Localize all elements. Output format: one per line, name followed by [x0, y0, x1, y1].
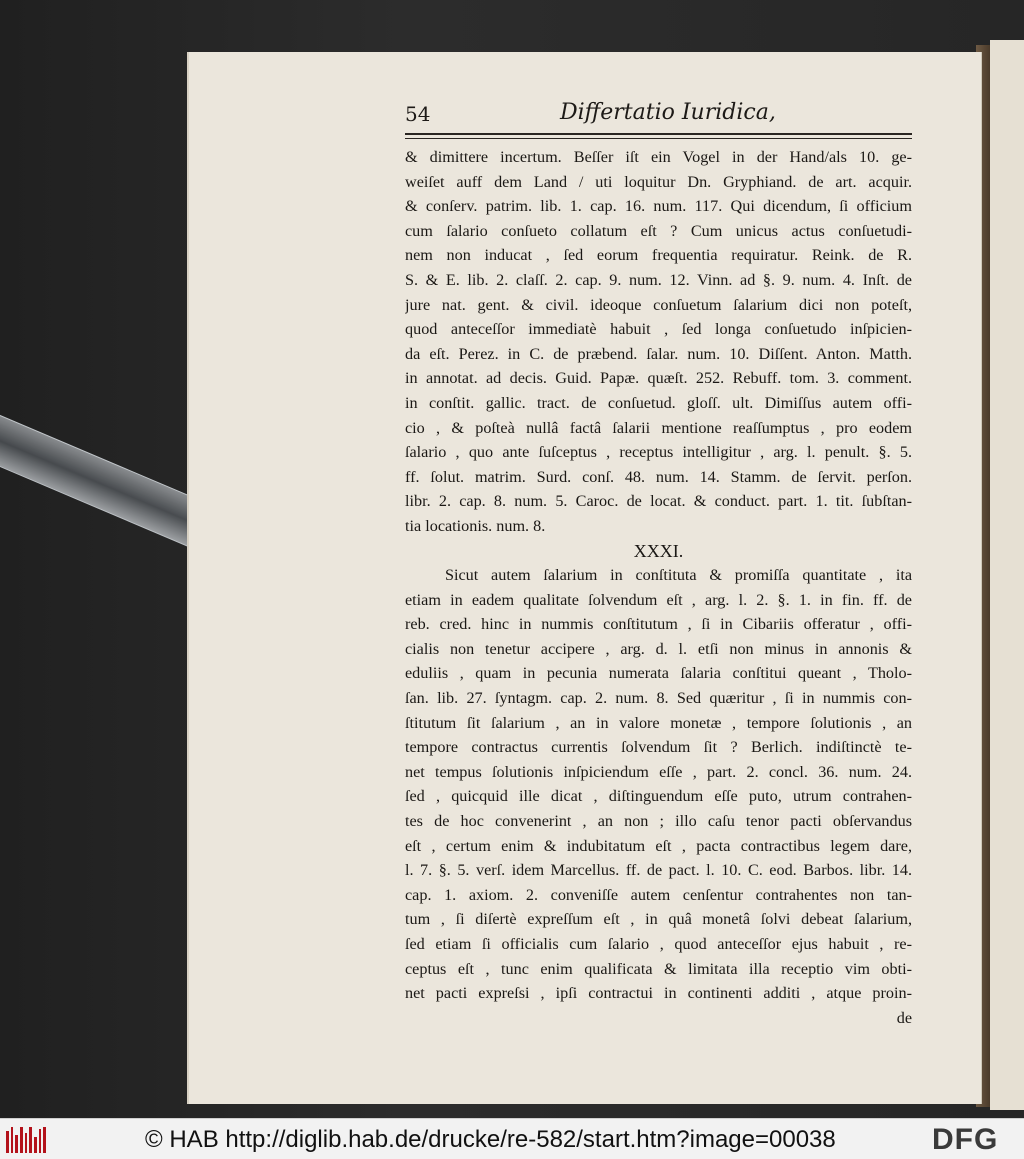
text-line: eſt , certum enim & indubitatum eſt , pacta contractibus legem dare,: [405, 836, 912, 855]
text-line: quod anteceſſor immediatè habuit , ſed longa conſuetudo inſpicien-: [405, 320, 912, 339]
text-line: ſalario , quo ante ſuſceptus , receptus intelligitur , arg. l. penult. §. 5.: [405, 443, 912, 462]
text-line: etiam in eadem qualitate ſolvendum eſt , arg. l. 2. §. 1. in fin. ff. de: [405, 590, 912, 609]
main-text: [405, 145, 912, 1030]
text-line: da eſt. Perez. in C. de præbend. ſalar. num. 10. Diſſent. Anton. Matth.: [405, 344, 912, 363]
text-line: in conſtit. gallic. tract. de conſuetud. gloſſ. ult. Dimiſſus autem offi-: [405, 393, 912, 412]
text-line: weiſet auff dem Land / uti loquitur Dn. Gryphiand. de art. acquir.: [405, 172, 912, 191]
hab-logo-icon: [6, 1125, 46, 1153]
header-rule: [405, 133, 912, 139]
text-line: net tempus ſolutionis inſpiciendum eſſe , part. 2. concl. 36. num. 24.: [405, 762, 912, 781]
dfg-logo: DFG: [932, 1123, 999, 1156]
text-line: in annotat. ad decis. Guid. Papæ. quæſt. 252. Rebuff. tom. 3. comment.: [405, 369, 912, 388]
text-line: ſed , quicquid ille dicat , diſtinguendum eſſe puto, utrum contrahen-: [405, 787, 912, 806]
text-line: eduliis , quam in pecunia numerata ſalaria conſtitui queant , Tholo-: [405, 664, 912, 683]
section-heading: XXXI.: [633, 540, 684, 561]
text-line: tempore contractus currentis ſolvendum ſit ? Berlich. indiſtinctè te-: [405, 738, 912, 757]
text-line: tes de hoc convenerint , an non ; illo caſu tenor pacti obſervandus: [405, 812, 912, 831]
text-line: cialis non tenetur accipere , arg. d. l. etſi non minus in annonis &: [405, 639, 912, 658]
text-line: libr. 2. cap. 8. num. 5. Caroc. de locat. & conduct. part. 1. tit. ſubſtan-: [405, 492, 912, 511]
text-line: & dimittere incertum. Beſſer iſt ein Vogel in der Hand/als 10. ge-: [405, 148, 912, 166]
running-title: Differtatio Iuridica,: [560, 100, 776, 125]
footer-bar: [0, 1118, 1024, 1159]
page-number: 54: [405, 102, 431, 126]
text-line: ſtitutum ſit ſalarium , an in valore monetæ , tempore ſolutionis , an: [405, 713, 912, 732]
text-line: tia locationis. num. 8.: [405, 516, 546, 535]
text-line: ſan. lib. 27. ſyntagm. cap. 2. num. 8. Sed quæritur , ſi in nummis con-: [405, 689, 912, 708]
source-citation-link[interactable]: © HAB http://diglib.hab.de/drucke/re-582/start.htm?image=00038: [145, 1126, 836, 1153]
text-line: ceptus eſt , tunc enim qualificata & limitata illa receptio vim obti-: [405, 959, 912, 978]
text-line: ff. ſolut. matrim. Surd. conſ. 48. num. 14. Stamm. de ſervit. perſon.: [405, 467, 912, 486]
text-line: jure nat. gent. & civil. ideoque conſuetum ſalarium dici non poteſt,: [405, 295, 912, 314]
facing-page-fragment: [990, 40, 1024, 1110]
text-line: tum , ſi diſertè expreſſum eſt , in quâ monetâ ſolvi debeat ſalarium,: [405, 910, 912, 929]
text-line: cum ſalario conſueto collatum eſt ? Cum unicus actus conſuetudi-: [405, 221, 912, 240]
text-line: l. 7. §. 5. verſ. idem Marcellus. ff. de pact. l. 10. C. eod. Barbos. libr. 14.: [405, 861, 912, 880]
text-line: cio , & poſteà nullâ factâ ſalarii mentione reaſſumptus , pro eodem: [405, 418, 912, 437]
running-head: [405, 100, 915, 128]
text-line: reb. cred. hinc in nummis conſtitutum , ſi in Cibariis offeratur , offi-: [405, 615, 912, 634]
text-line: cap. 1. axiom. 2. conveniſſe autem cenſentur contrahentes non tan-: [405, 885, 912, 904]
text-line: nem non inducat , ſed eorum frequentia requiratur. Reink. de R.: [405, 246, 912, 265]
text-line: & conſerv. patrim. lib. 1. cap. 16. num. 117. Qui dicendum, ſi officium: [405, 197, 912, 216]
catchword: de: [896, 1008, 912, 1027]
text-line: S. & E. lib. 2. claſſ. 2. cap. 9. num. 12. Vinn. ad §. 9. num. 4. Inſt. de: [405, 270, 912, 289]
text-line: Sicut autem ſalarium in conſtituta & promiſſa quantitate , ita: [445, 566, 912, 585]
text-line: ſed etiam ſi officialis cum ſalario , quod anteceſſor ejus habuit , re-: [405, 935, 912, 953]
text-line: net pacti expreſsi , ipſi contractui in continenti additi , atque proin-: [405, 984, 912, 1003]
